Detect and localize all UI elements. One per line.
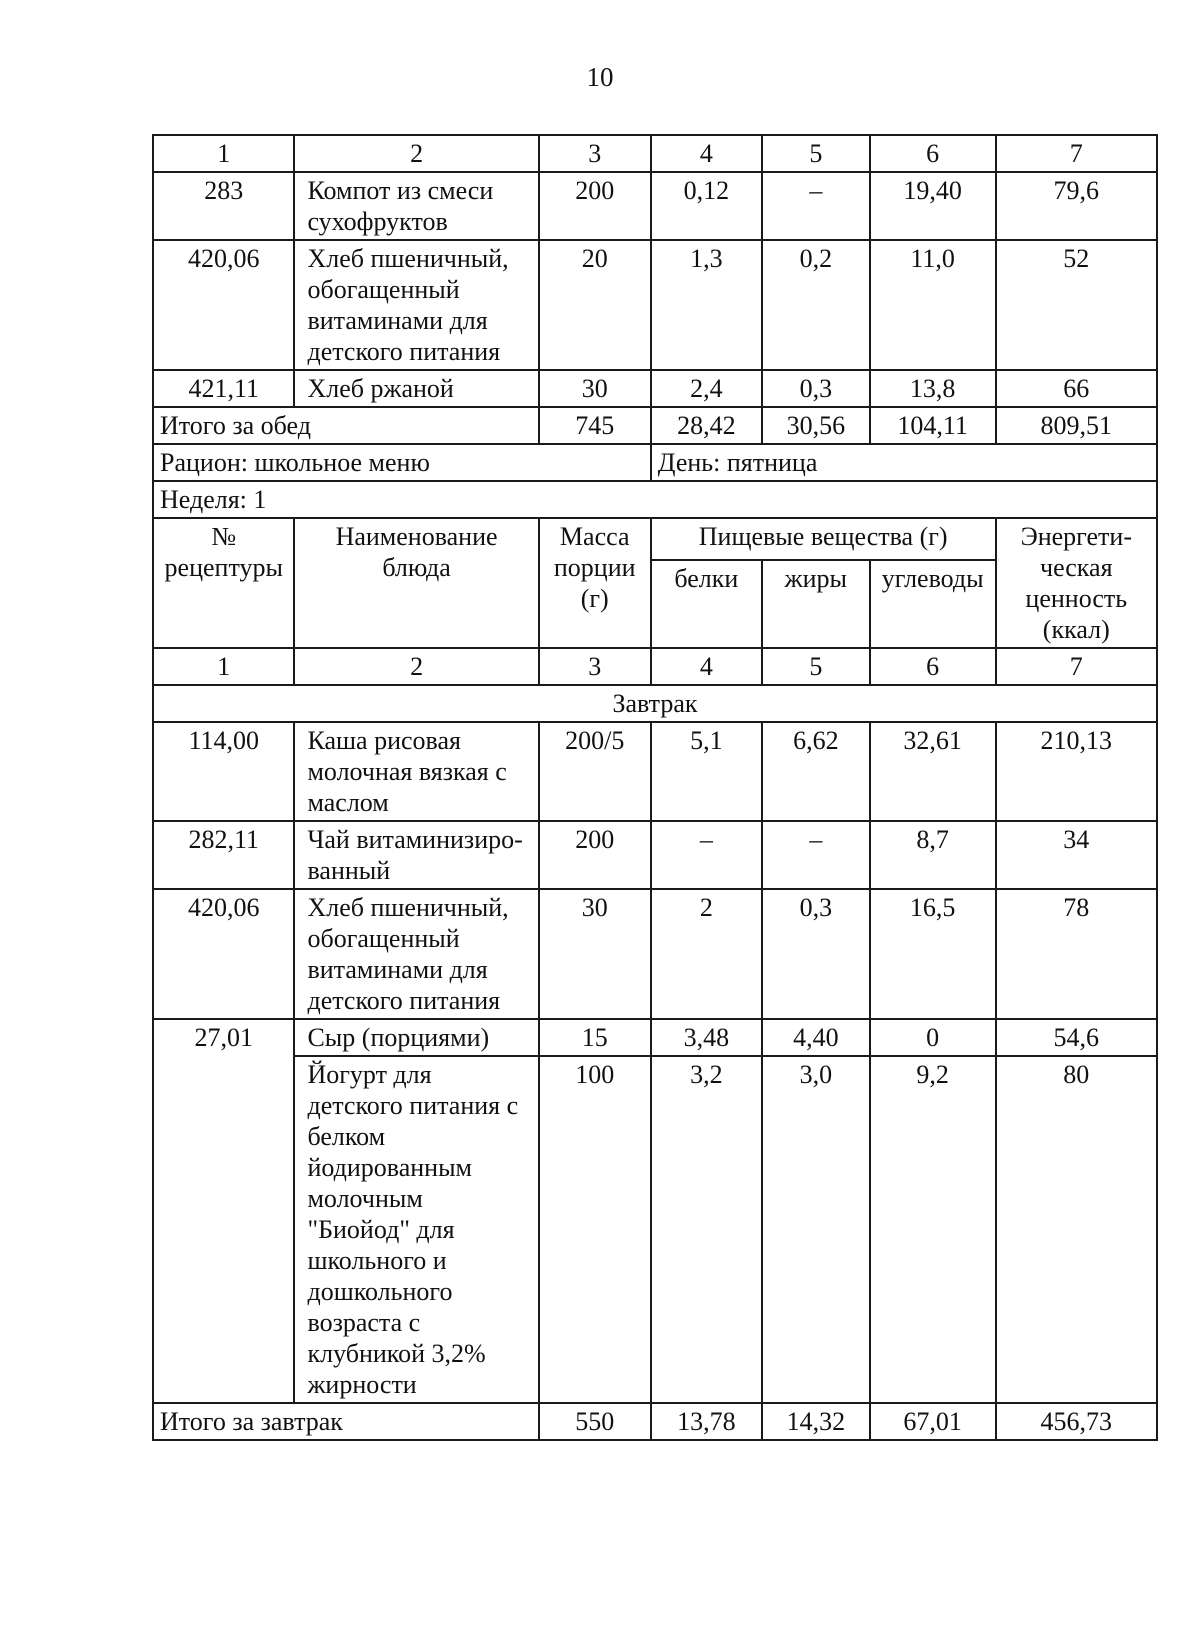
- index-cell: 1: [153, 648, 294, 685]
- total-label: Итого за обед: [153, 407, 539, 444]
- breakfast-title: Завтрак: [153, 685, 1157, 722]
- carbs-value: 11,0: [870, 240, 996, 370]
- table-row: [153, 722, 1157, 821]
- energy-value: 210,13: [996, 722, 1157, 821]
- energy-value: 66: [996, 370, 1157, 407]
- index-cell: 5: [762, 135, 870, 172]
- table-row: [153, 821, 1157, 889]
- header-nutrients: Пищевые вещества (г): [651, 518, 996, 560]
- lunch-total-row: [153, 407, 1157, 444]
- portion-mass: 100: [539, 1056, 651, 1403]
- index-row-top: [153, 135, 1157, 172]
- carbs-value: 0: [870, 1019, 996, 1056]
- dish-name: Йогурт для детского питания с белком йодированным молочным "Биойод" для школьного и дошкольного возраста с клубникой 3,2% жирности: [294, 1056, 538, 1403]
- recipe-code: 421,11: [153, 370, 294, 407]
- recipe-code: 420,06: [153, 889, 294, 1019]
- table-row: [153, 1056, 1157, 1403]
- portion-mass: 200/5: [539, 722, 651, 821]
- index-cell: 2: [294, 135, 538, 172]
- fat-value: 0,3: [762, 889, 870, 1019]
- index-cell: 3: [539, 648, 651, 685]
- fat-value: –: [762, 172, 870, 240]
- header-fat: жиры: [762, 560, 870, 648]
- header-dish-name: Наименование блюда: [294, 518, 538, 648]
- protein-value: 3,48: [651, 1019, 762, 1056]
- total-energy: 456,73: [996, 1403, 1157, 1440]
- fat-value: 0,3: [762, 370, 870, 407]
- index-cell: 3: [539, 135, 651, 172]
- portion-mass: 200: [539, 821, 651, 889]
- fat-value: –: [762, 821, 870, 889]
- index-cell: 6: [870, 648, 996, 685]
- ration-label: Рацион: школьное меню: [153, 444, 651, 481]
- dish-name: Чай витаминизиро-ванный: [294, 821, 538, 889]
- portion-mass: 15: [539, 1019, 651, 1056]
- energy-value: 78: [996, 889, 1157, 1019]
- index-cell: 7: [996, 648, 1157, 685]
- index-cell: 4: [651, 135, 762, 172]
- energy-value: 34: [996, 821, 1157, 889]
- portion-mass: 30: [539, 370, 651, 407]
- portion-mass: 200: [539, 172, 651, 240]
- total-mass: 745: [539, 407, 651, 444]
- energy-value: 80: [996, 1056, 1157, 1403]
- ration-row: [153, 444, 1157, 481]
- portion-mass: 30: [539, 889, 651, 1019]
- energy-value: 79,6: [996, 172, 1157, 240]
- index-row: [153, 648, 1157, 685]
- total-mass: 550: [539, 1403, 651, 1440]
- table-row: [153, 889, 1157, 1019]
- protein-value: 2,4: [651, 370, 762, 407]
- header-portion-mass: Масса порции (г): [539, 518, 651, 648]
- header-protein: белки: [651, 560, 762, 648]
- page-number: 10: [586, 62, 614, 92]
- total-carbs: 104,11: [870, 407, 996, 444]
- carbs-value: 13,8: [870, 370, 996, 407]
- energy-value: 52: [996, 240, 1157, 370]
- week-label: Неделя: 1: [153, 481, 1157, 518]
- total-energy: 809,51: [996, 407, 1157, 444]
- index-cell: 4: [651, 648, 762, 685]
- total-protein: 28,42: [651, 407, 762, 444]
- protein-value: –: [651, 821, 762, 889]
- carbs-value: 8,7: [870, 821, 996, 889]
- index-cell: 5: [762, 648, 870, 685]
- menu-table: [152, 134, 1158, 1441]
- dish-name: Хлеб ржаной: [294, 370, 538, 407]
- protein-value: 3,2: [651, 1056, 762, 1403]
- energy-value: 54,6: [996, 1019, 1157, 1056]
- carbs-value: 16,5: [870, 889, 996, 1019]
- header-recipe-code: № рецептуры: [153, 518, 294, 648]
- day-label: День: пятница: [651, 444, 1157, 481]
- recipe-code: 420,06: [153, 240, 294, 370]
- index-cell: 2: [294, 648, 538, 685]
- fat-value: 6,62: [762, 722, 870, 821]
- dish-name: Сыр (порциями): [294, 1019, 538, 1056]
- index-cell: 1: [153, 135, 294, 172]
- protein-value: 0,12: [651, 172, 762, 240]
- breakfast-total-row: [153, 1403, 1157, 1440]
- recipe-code: 27,01: [153, 1019, 294, 1403]
- total-label: Итого за завтрак: [153, 1403, 539, 1440]
- carbs-value: 32,61: [870, 722, 996, 821]
- total-protein: 13,78: [651, 1403, 762, 1440]
- index-cell: 7: [996, 135, 1157, 172]
- total-fat: 14,32: [762, 1403, 870, 1440]
- table-row: [153, 172, 1157, 240]
- breakfast-section-row: [153, 685, 1157, 722]
- carbs-value: 19,40: [870, 172, 996, 240]
- total-fat: 30,56: [762, 407, 870, 444]
- total-carbs: 67,01: [870, 1403, 996, 1440]
- protein-value: 5,1: [651, 722, 762, 821]
- table-row: [153, 370, 1157, 407]
- fat-value: 4,40: [762, 1019, 870, 1056]
- dish-name: Каша рисовая молочная вязкая с маслом: [294, 722, 538, 821]
- header-energy: Энергети-ческая ценность (ккал): [996, 518, 1157, 648]
- header-carbs: углеводы: [870, 560, 996, 648]
- dish-name: Хлеб пшеничный, обогащенный витаминами для детского питания: [294, 889, 538, 1019]
- protein-value: 1,3: [651, 240, 762, 370]
- dish-name: Компот из смеси сухофруктов: [294, 172, 538, 240]
- index-cell: 6: [870, 135, 996, 172]
- dish-name: Хлеб пшеничный, обогащенный витаминами для детского питания: [294, 240, 538, 370]
- week-row: [153, 481, 1157, 518]
- recipe-code: 283: [153, 172, 294, 240]
- table-row: [153, 240, 1157, 370]
- carbs-value: 9,2: [870, 1056, 996, 1403]
- fat-value: 0,2: [762, 240, 870, 370]
- recipe-code: 114,00: [153, 722, 294, 821]
- recipe-code: 282,11: [153, 821, 294, 889]
- table-row: [153, 1019, 1157, 1056]
- fat-value: 3,0: [762, 1056, 870, 1403]
- header-row: [153, 518, 1157, 560]
- protein-value: 2: [651, 889, 762, 1019]
- portion-mass: 20: [539, 240, 651, 370]
